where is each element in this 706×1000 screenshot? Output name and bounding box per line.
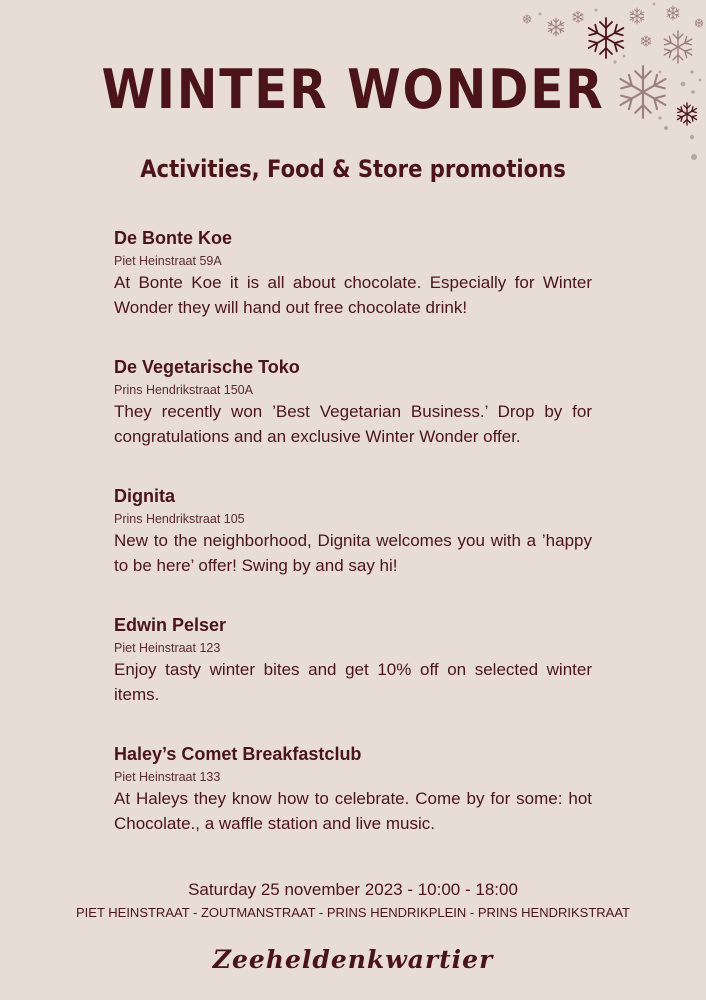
promotions-list <box>114 226 592 871</box>
page-title: WINTER WONDER <box>101 58 605 121</box>
business-description: They recently won ’Best Vegetarian Business.’ Drop by for congratulations and an exclusive Winter Wonder offer. <box>114 402 592 446</box>
business-description: Enjoy tasty winter bites and get 10% off on selected winter items. <box>114 660 592 704</box>
business-address: Prins Hendrikstraat 105 <box>114 512 245 526</box>
brand-logo: Zeeheldenkwartier <box>212 945 494 974</box>
list-item <box>114 742 592 871</box>
snowflake-icon <box>523 15 531 24</box>
snowflake-icon <box>667 6 679 20</box>
business-description: New to the neighborhood, Dignita welcomes you with a ’happy to be here’ offer! Swing by and say hi! <box>114 531 592 575</box>
snowflake-icon <box>695 19 703 28</box>
snowflake-icon <box>589 18 624 58</box>
business-address: Prins Hendrikstraat 150A <box>114 383 253 397</box>
snowflake-icon <box>641 36 651 47</box>
page-subtitle: Activities, Food & Store promotions <box>140 155 566 183</box>
business-name: De Vegetarische Toko <box>114 357 300 377</box>
business-address: Piet Heinstraat 123 <box>114 641 221 655</box>
snowflake-icon <box>630 8 644 24</box>
business-address: Piet Heinstraat 59A <box>114 254 222 268</box>
business-name: Edwin Pelser <box>114 615 227 635</box>
snowflake-icon <box>573 11 583 23</box>
snowflake-icon <box>548 18 564 36</box>
business-description: At Haleys they know how to celebrate. Come by for some: hot Chocolate., a waffle station and live music. <box>114 789 592 833</box>
event-streets: PIET HEINSTRAAT - ZOUTMANSTRAAT - PRINS HENDRIKPLEIN - PRINS HENDRIKSTRAAT <box>75 905 630 920</box>
business-name: Dignita <box>114 486 175 506</box>
snowflake-icon <box>677 103 696 125</box>
business-address: Piet Heinstraat 133 <box>114 770 221 784</box>
list-item <box>114 613 592 742</box>
event-date: Saturday 25 november 2023 - 10:00 - 18:00 <box>188 880 518 899</box>
list-item <box>114 355 592 484</box>
business-name: De Bonte Koe <box>114 228 233 248</box>
business-name: Haley’s Comet Breakfastclub <box>114 744 362 764</box>
list-item <box>114 226 592 355</box>
list-item <box>114 484 592 613</box>
business-description: At Bonte Koe it is all about chocolate. Especially for Winter Wonder they will hand out free chocolate drink! <box>114 273 592 317</box>
